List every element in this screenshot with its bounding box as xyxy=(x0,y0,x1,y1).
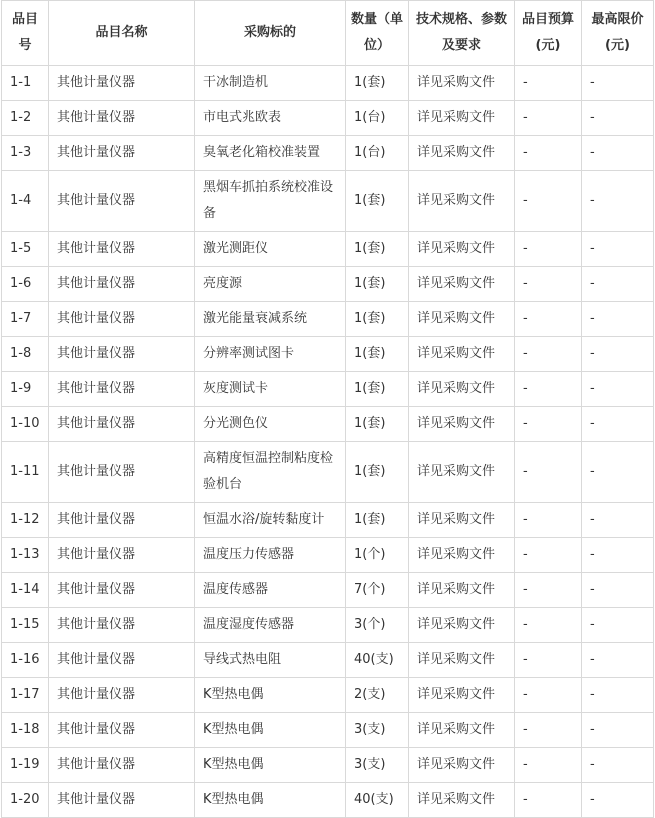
specs-cell: 详见采购文件 xyxy=(409,372,515,407)
table-row xyxy=(2,573,654,608)
quantity-cell: 1(套) xyxy=(346,66,409,101)
quantity-cell: 7(个) xyxy=(346,573,409,608)
quantity-cell: 1(套) xyxy=(346,337,409,372)
item-no-cell: 1-12 xyxy=(2,503,49,538)
specs-cell: 详见采购文件 xyxy=(409,783,515,818)
budget-cell: - xyxy=(515,66,582,101)
table-row xyxy=(2,136,654,171)
quantity-cell: 1(套) xyxy=(346,171,409,232)
max-price-cell: - xyxy=(582,136,654,171)
specs-cell: 详见采购文件 xyxy=(409,713,515,748)
quantity-cell: 2(支) xyxy=(346,678,409,713)
budget-cell: - xyxy=(515,101,582,136)
subject-cell: K型热电偶 xyxy=(195,748,346,783)
item-no-cell: 1-18 xyxy=(2,713,49,748)
quantity-cell: 1(台) xyxy=(346,136,409,171)
item-no-cell: 1-8 xyxy=(2,337,49,372)
header-subject: 采购标的 xyxy=(195,1,346,66)
item-name-cell: 其他计量仪器 xyxy=(49,783,195,818)
item-no-cell: 1-9 xyxy=(2,372,49,407)
specs-cell: 详见采购文件 xyxy=(409,748,515,783)
item-name-cell: 其他计量仪器 xyxy=(49,101,195,136)
table-row xyxy=(2,232,654,267)
specs-cell: 详见采购文件 xyxy=(409,101,515,136)
item-no-cell: 1-20 xyxy=(2,783,49,818)
max-price-cell: - xyxy=(582,713,654,748)
item-no-cell: 1-3 xyxy=(2,136,49,171)
item-no-cell: 1-1 xyxy=(2,66,49,101)
budget-cell: - xyxy=(515,337,582,372)
item-no-cell: 1-14 xyxy=(2,573,49,608)
table-row xyxy=(2,302,654,337)
header-item-name: 品目名称 xyxy=(49,1,195,66)
max-price-cell: - xyxy=(582,302,654,337)
specs-cell: 详见采购文件 xyxy=(409,302,515,337)
budget-cell: - xyxy=(515,713,582,748)
item-no-cell: 1-2 xyxy=(2,101,49,136)
specs-cell: 详见采购文件 xyxy=(409,136,515,171)
subject-cell: 温度湿度传感器 xyxy=(195,608,346,643)
subject-cell: 灰度测试卡 xyxy=(195,372,346,407)
max-price-cell: - xyxy=(582,171,654,232)
specs-cell: 详见采购文件 xyxy=(409,267,515,302)
budget-cell: - xyxy=(515,267,582,302)
quantity-cell: 40(支) xyxy=(346,783,409,818)
budget-cell: - xyxy=(515,643,582,678)
table-row xyxy=(2,66,654,101)
subject-cell: 高精度恒温控制粘度检验机台 xyxy=(195,442,346,503)
procurement-table xyxy=(1,0,654,818)
table-row xyxy=(2,713,654,748)
item-name-cell: 其他计量仪器 xyxy=(49,643,195,678)
table-row xyxy=(2,503,654,538)
subject-cell: 恒温水浴/旋转黏度计 xyxy=(195,503,346,538)
subject-cell: 臭氧老化箱校准装置 xyxy=(195,136,346,171)
table-row xyxy=(2,608,654,643)
quantity-cell: 3(支) xyxy=(346,748,409,783)
item-name-cell: 其他计量仪器 xyxy=(49,337,195,372)
quantity-cell: 1(台) xyxy=(346,101,409,136)
max-price-cell: - xyxy=(582,337,654,372)
item-no-cell: 1-19 xyxy=(2,748,49,783)
budget-cell: - xyxy=(515,538,582,573)
table-row xyxy=(2,337,654,372)
item-no-cell: 1-17 xyxy=(2,678,49,713)
item-no-cell: 1-5 xyxy=(2,232,49,267)
max-price-cell: - xyxy=(582,643,654,678)
budget-cell: - xyxy=(515,608,582,643)
budget-cell: - xyxy=(515,407,582,442)
item-name-cell: 其他计量仪器 xyxy=(49,573,195,608)
specs-cell: 详见采购文件 xyxy=(409,442,515,503)
max-price-cell: - xyxy=(582,442,654,503)
quantity-cell: 40(支) xyxy=(346,643,409,678)
quantity-cell: 1(套) xyxy=(346,503,409,538)
table-body xyxy=(2,66,654,818)
max-price-cell: - xyxy=(582,101,654,136)
subject-cell: 分辨率测试图卡 xyxy=(195,337,346,372)
max-price-cell: - xyxy=(582,407,654,442)
item-name-cell: 其他计量仪器 xyxy=(49,232,195,267)
item-name-cell: 其他计量仪器 xyxy=(49,678,195,713)
item-no-cell: 1-16 xyxy=(2,643,49,678)
specs-cell: 详见采购文件 xyxy=(409,643,515,678)
item-name-cell: 其他计量仪器 xyxy=(49,442,195,503)
budget-cell: - xyxy=(515,783,582,818)
subject-cell: 激光能量衰减系统 xyxy=(195,302,346,337)
specs-cell: 详见采购文件 xyxy=(409,678,515,713)
item-name-cell: 其他计量仪器 xyxy=(49,66,195,101)
specs-cell: 详见采购文件 xyxy=(409,573,515,608)
item-no-cell: 1-15 xyxy=(2,608,49,643)
item-name-cell: 其他计量仪器 xyxy=(49,748,195,783)
table-row xyxy=(2,407,654,442)
subject-cell: K型热电偶 xyxy=(195,783,346,818)
subject-cell: 导线式热电阻 xyxy=(195,643,346,678)
subject-cell: 激光测距仪 xyxy=(195,232,346,267)
quantity-cell: 3(支) xyxy=(346,713,409,748)
specs-cell: 详见采购文件 xyxy=(409,608,515,643)
subject-cell: 亮度源 xyxy=(195,267,346,302)
subject-cell: 分光测色仪 xyxy=(195,407,346,442)
max-price-cell: - xyxy=(582,232,654,267)
max-price-cell: - xyxy=(582,748,654,783)
specs-cell: 详见采购文件 xyxy=(409,503,515,538)
subject-cell: K型热电偶 xyxy=(195,713,346,748)
max-price-cell: - xyxy=(582,503,654,538)
quantity-cell: 1(套) xyxy=(346,442,409,503)
specs-cell: 详见采购文件 xyxy=(409,171,515,232)
item-name-cell: 其他计量仪器 xyxy=(49,302,195,337)
specs-cell: 详见采购文件 xyxy=(409,232,515,267)
specs-cell: 详见采购文件 xyxy=(409,337,515,372)
max-price-cell: - xyxy=(582,372,654,407)
specs-cell: 详见采购文件 xyxy=(409,538,515,573)
table-row xyxy=(2,101,654,136)
budget-cell: - xyxy=(515,232,582,267)
table-row xyxy=(2,267,654,302)
header-item-no: 品目号 xyxy=(2,1,49,66)
quantity-cell: 1(套) xyxy=(346,232,409,267)
subject-cell: 温度传感器 xyxy=(195,573,346,608)
table-row xyxy=(2,678,654,713)
table-row xyxy=(2,783,654,818)
item-name-cell: 其他计量仪器 xyxy=(49,503,195,538)
budget-cell: - xyxy=(515,678,582,713)
table-row xyxy=(2,538,654,573)
max-price-cell: - xyxy=(582,678,654,713)
item-name-cell: 其他计量仪器 xyxy=(49,136,195,171)
specs-cell: 详见采购文件 xyxy=(409,407,515,442)
max-price-cell: - xyxy=(582,538,654,573)
table-row xyxy=(2,372,654,407)
table-row xyxy=(2,643,654,678)
item-no-cell: 1-7 xyxy=(2,302,49,337)
header-budget: 品目预算(元) xyxy=(515,1,582,66)
item-no-cell: 1-6 xyxy=(2,267,49,302)
table-row xyxy=(2,171,654,232)
max-price-cell: - xyxy=(582,66,654,101)
budget-cell: - xyxy=(515,171,582,232)
item-name-cell: 其他计量仪器 xyxy=(49,267,195,302)
quantity-cell: 1(套) xyxy=(346,407,409,442)
item-no-cell: 1-10 xyxy=(2,407,49,442)
budget-cell: - xyxy=(515,573,582,608)
subject-cell: K型热电偶 xyxy=(195,678,346,713)
table-header-row xyxy=(2,1,654,66)
max-price-cell: - xyxy=(582,783,654,818)
header-specs: 技术规格、参数及要求 xyxy=(409,1,515,66)
budget-cell: - xyxy=(515,136,582,171)
item-no-cell: 1-13 xyxy=(2,538,49,573)
quantity-cell: 1(套) xyxy=(346,302,409,337)
budget-cell: - xyxy=(515,442,582,503)
budget-cell: - xyxy=(515,302,582,337)
subject-cell: 温度压力传感器 xyxy=(195,538,346,573)
quantity-cell: 1(套) xyxy=(346,372,409,407)
header-max-price: 最高限价(元) xyxy=(582,1,654,66)
max-price-cell: - xyxy=(582,267,654,302)
item-name-cell: 其他计量仪器 xyxy=(49,538,195,573)
subject-cell: 干冰制造机 xyxy=(195,66,346,101)
subject-cell: 黑烟车抓拍系统校准设备 xyxy=(195,171,346,232)
item-name-cell: 其他计量仪器 xyxy=(49,171,195,232)
header-quantity: 数量（单位） xyxy=(346,1,409,66)
item-no-cell: 1-11 xyxy=(2,442,49,503)
quantity-cell: 3(个) xyxy=(346,608,409,643)
item-no-cell: 1-4 xyxy=(2,171,49,232)
item-name-cell: 其他计量仪器 xyxy=(49,713,195,748)
max-price-cell: - xyxy=(582,608,654,643)
item-name-cell: 其他计量仪器 xyxy=(49,372,195,407)
quantity-cell: 1(套) xyxy=(346,267,409,302)
item-name-cell: 其他计量仪器 xyxy=(49,407,195,442)
max-price-cell: - xyxy=(582,573,654,608)
subject-cell: 市电式兆欧表 xyxy=(195,101,346,136)
table-row xyxy=(2,748,654,783)
table-row xyxy=(2,442,654,503)
item-name-cell: 其他计量仪器 xyxy=(49,608,195,643)
specs-cell: 详见采购文件 xyxy=(409,66,515,101)
budget-cell: - xyxy=(515,748,582,783)
budget-cell: - xyxy=(515,503,582,538)
budget-cell: - xyxy=(515,372,582,407)
quantity-cell: 1(个) xyxy=(346,538,409,573)
